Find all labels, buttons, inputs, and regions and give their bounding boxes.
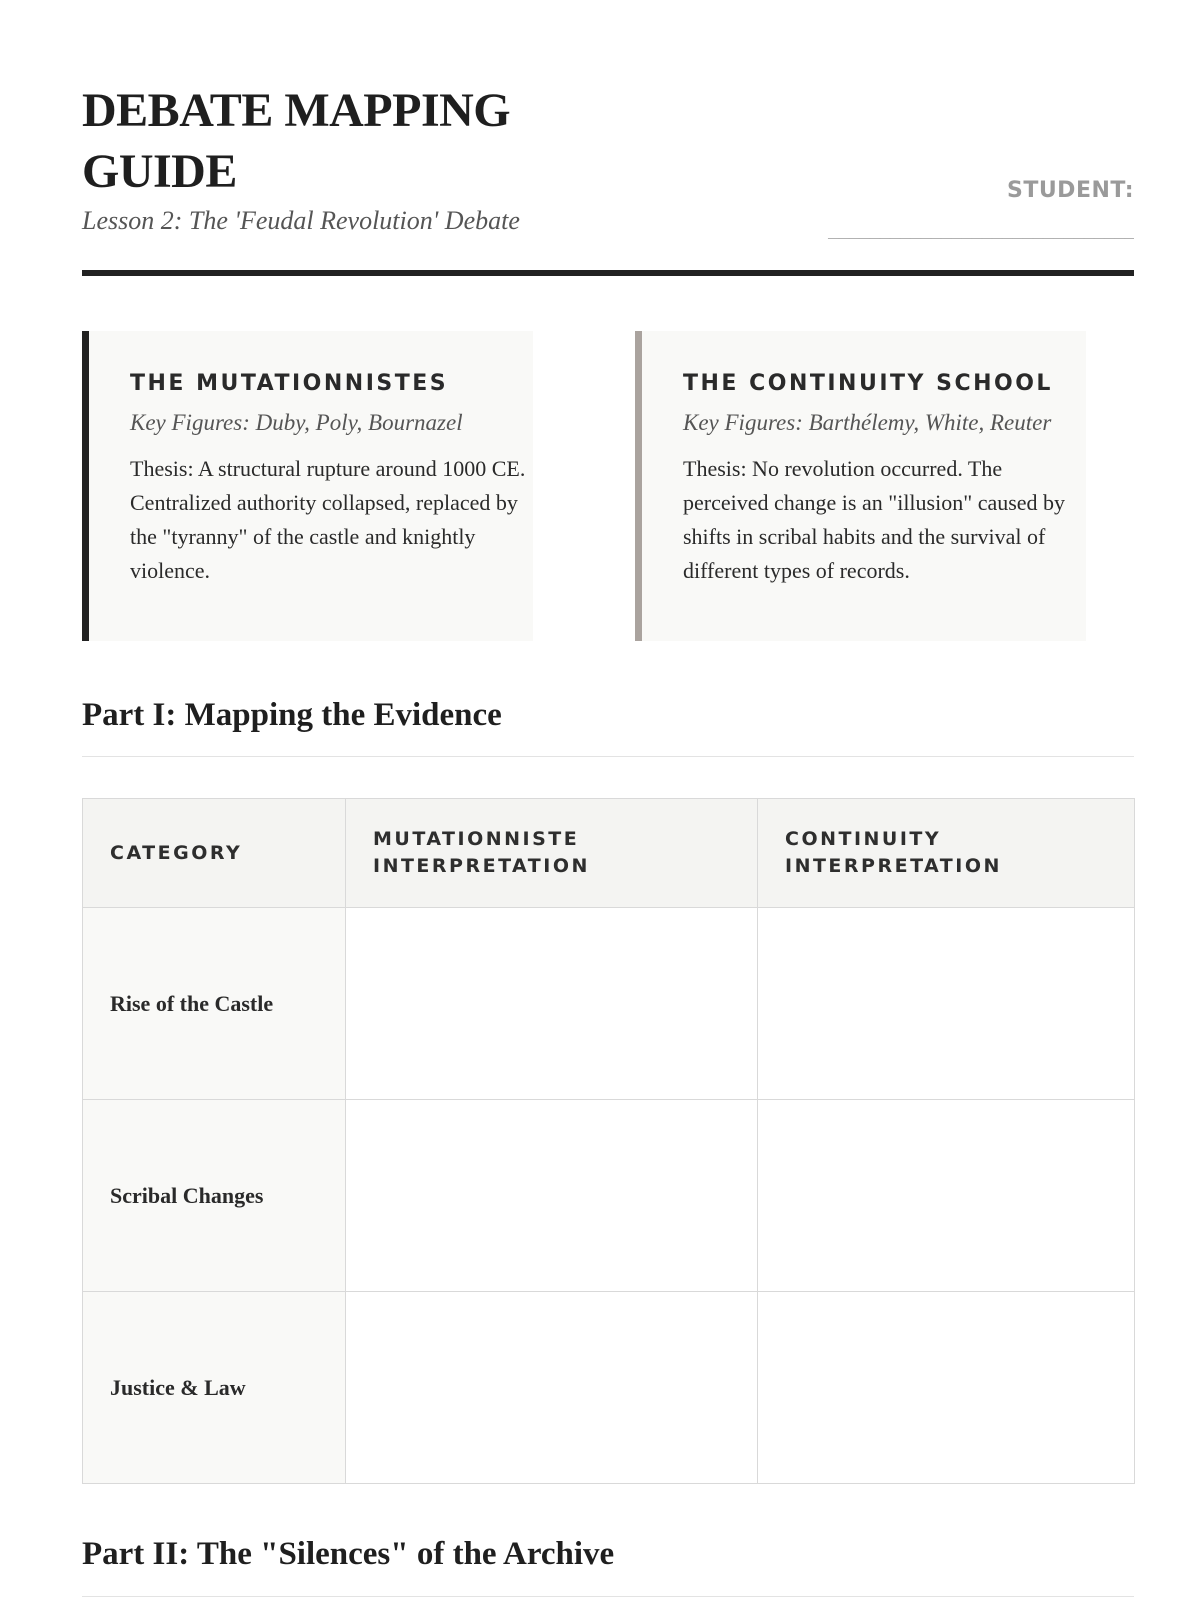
school-card-mutationnistes: [82, 331, 533, 641]
column-header-label: CONTINUITY INTERPRETATION: [785, 828, 1002, 877]
column-header-continuity: [758, 799, 1135, 908]
student-label: STUDENT:: [1006, 178, 1134, 203]
column-header-mutationniste: [346, 799, 758, 908]
column-header-label: MUTATIONNISTE INTERPRETATION: [373, 828, 590, 877]
table-header-row: [83, 799, 1135, 908]
school-thesis: Thesis: A structural rupture around 1000 CE. Centralized authority collapsed, replaced by the "tyranny" of the castle and knightly violence.: [130, 456, 526, 583]
school-key-figures: Key Figures: Barthélemy, White, Reuter: [683, 410, 1052, 435]
page-subtitle: Lesson 2: The 'Feudal Revolution' Debate: [82, 206, 520, 235]
school-thesis: Thesis: No revolution occurred. The perceived change is an "illusion" caused by shifts in scribal habits and the survival of different types of records.: [683, 456, 1066, 583]
page-title: DEBATE MAPPING GUIDE: [82, 84, 511, 198]
student-field: [774, 178, 1134, 244]
section-heading-part2: Part II: The "Silences" of the Archive: [82, 1536, 1134, 1597]
mutationniste-answer-cell[interactable]: [346, 1292, 758, 1484]
continuity-answer-cell[interactable]: [758, 1100, 1135, 1292]
student-name-line[interactable]: ______________________________: [827, 221, 1134, 244]
mutationniste-answer-cell[interactable]: [346, 1100, 758, 1292]
mutationniste-answer-cell[interactable]: [346, 908, 758, 1100]
table-row: [83, 1292, 1135, 1484]
section-heading-part1: Part I: Mapping the Evidence: [82, 697, 1134, 757]
table-row: [83, 1100, 1135, 1292]
evidence-table: [82, 798, 1135, 1484]
school-title: THE CONTINUITY SCHOOL: [683, 371, 1053, 396]
category-cell: Justice & Law: [83, 1292, 346, 1484]
category-cell: Scribal Changes: [83, 1100, 346, 1292]
school-card-continuity: [635, 331, 1086, 641]
header-divider: [82, 270, 1134, 276]
school-key-figures: Key Figures: Duby, Poly, Bournazel: [130, 410, 463, 435]
continuity-answer-cell[interactable]: [758, 1292, 1135, 1484]
page-header: [82, 80, 1134, 276]
category-cell: Rise of the Castle: [83, 908, 346, 1100]
column-header-category: CATEGORY: [83, 799, 346, 908]
school-title: THE MUTATIONNISTES: [130, 371, 449, 396]
table-row: [83, 908, 1135, 1100]
continuity-answer-cell[interactable]: [758, 908, 1135, 1100]
